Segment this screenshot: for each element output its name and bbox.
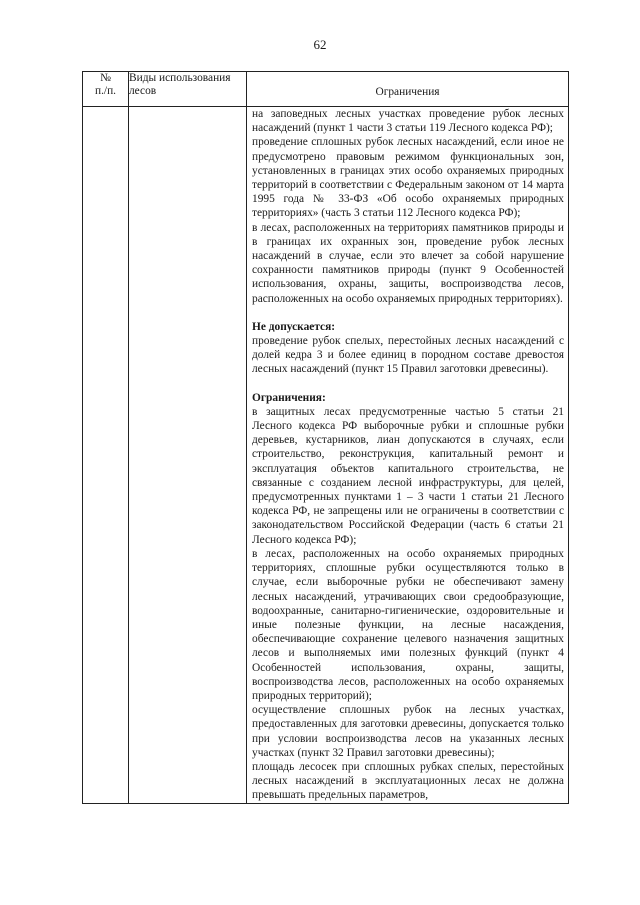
limit-paragraph: в лесах, расположенных на территориях памятников природы и в границах их охранных зон, проведение рубок лесных насаждений в случае, если это влечет за собой нарушение сохранности памятников природы (пункт 9 Особенностей использования, охраны, защиты, воспроизводства лесов, расположенных на особо охраняемых природных территориях). [252, 221, 564, 305]
table-row [83, 107, 569, 804]
limit-paragraph: в лесах, расположенных на особо охраняемых природных территориях, сплошные рубки осуществляются только в случае, если выборочные рубки не обеспечивают замену лесных насаждений, утрачивающих свои средообразующие, водоохранные, санитарно-гигиенические, оздоровительные и иные полезные функции, на лесные насаждения, обеспечивающие сохранение целевого назначения защитных лесов и выполняемых ими полезных функций (пункт 4 Особенностей использования, охраны, защиты, воспроизводства лесов, расположенных на особо охраняемых природных территорий); [252, 547, 564, 702]
paragraph-group-3 [252, 405, 564, 803]
page-number: 62 [313, 37, 327, 52]
cell-limits [247, 107, 569, 804]
restrictions-table [82, 71, 569, 804]
limit-paragraph: площадь лесосек при сплошных рубках спелых, перестойных лесных насаждений в эксплуатационных лесах не должна превышать предельных параметров, [252, 760, 564, 802]
heading-not-allowed: Не допускается: [252, 320, 336, 333]
limit-paragraph: осуществление сплошных рубок на лесных участках, предоставленных для заготовки древесины, допускается только при условии воспроизводства лесов на указанных лесных участках (пункт 32 Правил заготовки древесины); [252, 704, 564, 759]
header-number-line: п./п. [94, 85, 117, 97]
paragraph-group-2 [252, 334, 564, 377]
limit-paragraph: на заповедных лесных участках проведение рубок лесных насаждений (пункт 1 части 3 статьи 119 Лесного кодекса РФ); [252, 108, 564, 135]
limit-paragraph: проведение сплошных рубок лесных насаждений, если иное не предусмотрено правовым режимом функциональных зон, установленных в границах этих особо охраняемых природных территорий в соответствии с Федеральным законом от 14 марта 1995 года № 33-ФЗ «Об особо охраняемых природных территориях» (часть 3 статьи 112 Лесного кодекса РФ); [252, 136, 564, 220]
table-header-row [83, 72, 569, 107]
header-number-label [95, 72, 116, 97]
limit-paragraph: проведение рубок спелых, перестойных лесных насаждений с долей кедра 3 и более единиц в породном составе древостоя лесных насаждений (пункт 15 Правил заготовки древесины). [252, 335, 564, 376]
heading-restrictions: Ограничения: [252, 391, 326, 404]
cell-use-type [129, 107, 247, 804]
header-number-line: № [100, 72, 111, 84]
header-use-type: Виды использования лесов [129, 72, 247, 107]
cell-number [83, 107, 129, 804]
limit-paragraph: в защитных лесах предусмотренные частью 5 статьи 21 Лесного кодекса РФ выборочные рубки и сплошные рубки деревьев, кустарников, лиан допускаются в случаях, если строительство, реконструкция, капитальный ремонт и эксплуатация объектов капитального строительства, не связанные с созданием лесной инфраструктуры, для целей, предусмотренных пунктами 1 – 3 части 1 статьи 21 Лесного кодекса РФ, не запрещены или не ограничены в соответствии с законодательством Российской Федерации (часть 6 статьи 21 Лесного кодекса РФ); [252, 405, 564, 546]
header-limits: Ограничения [247, 72, 569, 107]
paragraph-group-1 [252, 107, 564, 306]
header-number [83, 72, 129, 107]
